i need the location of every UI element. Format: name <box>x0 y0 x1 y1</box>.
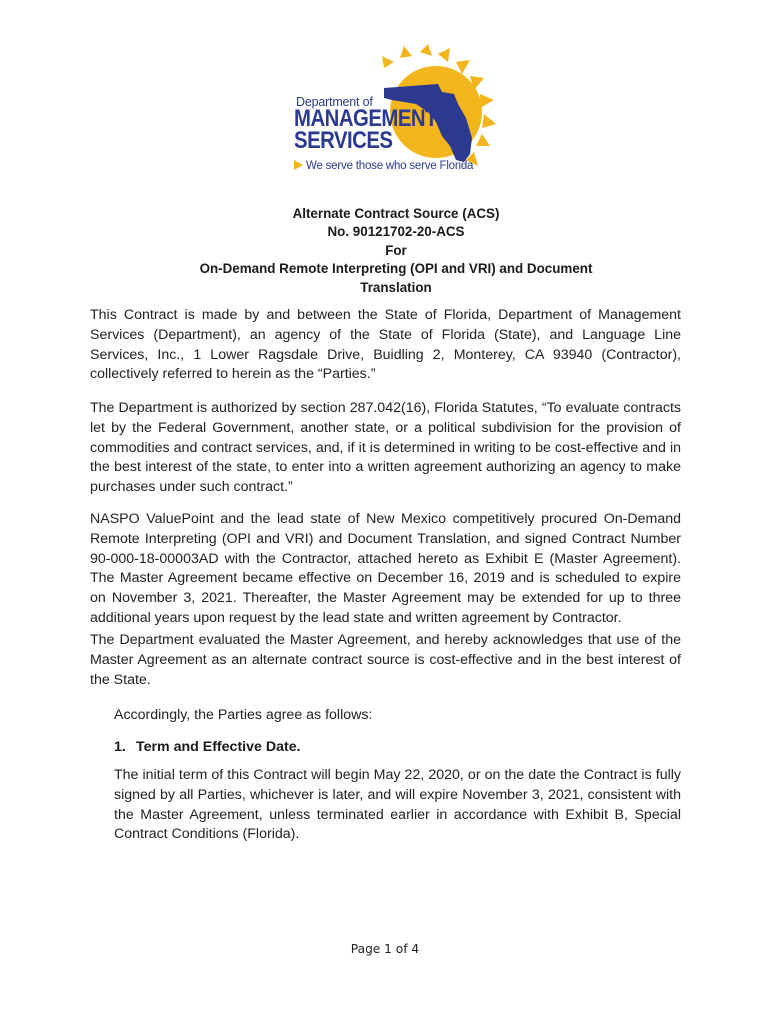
paragraph-authority: The Department is authorized by section 287.042(16), Florida Statutes, “To evaluate contracts let by the Federal Government, another state, or a political subdivision for the provision of commodities and contract services, and, if it is determined in writing to be cost-effective and in the best interest of the state, to enter into a written agreement authorizing an agency to make purchases under such contract.” <box>90 400 681 496</box>
section-heading-text: Term and Effective Date. <box>136 739 301 755</box>
title-line-1: Alternate Contract Source (ACS) <box>292 206 500 221</box>
section-number: 1. <box>114 739 126 755</box>
logo-tagline-text: We serve those who serve Florida <box>306 160 474 172</box>
title-line-2: No. 90121702-20-ACS <box>327 224 465 240</box>
dms-logo <box>280 42 520 182</box>
paragraph-parties: This Contract is made by and between the State of Florida, Department of Management Services (Department), an agency of the State of Florida (State), and Language Line Services, Inc., 1 Lower Ragsdale Drive, Buidling 2, Monterey, CA 93940 (Contractor), collectively referred to herein as the “Parties.” <box>90 307 681 383</box>
document-title <box>90 205 702 297</box>
logo-services-text: SERVICES <box>294 127 393 154</box>
logo-management-text: MANAGEMENT <box>294 105 438 132</box>
paragraph-term: The initial term of this Contract will begin May 22, 2020, or on the date the Contract is fully signed by all Parties, whichever is later, and will expire November 3, 2021, consistent with the Master Agreement, unless terminated earlier in accordance with Exhibit B, Special Contract Conditions (Florida). <box>114 767 681 843</box>
title-line-3: For <box>385 242 407 258</box>
page-number: Page 1 of 4 <box>350 942 420 956</box>
section-heading-term <box>114 738 301 758</box>
paragraph-agreement: Accordingly, the Parties agree as follows: <box>114 707 373 723</box>
paragraph-evaluation: The Department evaluated the Master Agreement, and hereby acknowledges that use of the Master Agreement as an alternate contract source is cost-effective and in the best interest of the State. <box>90 632 681 688</box>
title-line-4: On-Demand Remote Interpreting (OPI and VRI) and Document <box>199 261 593 277</box>
paragraph-naspo: NASPO ValuePoint and the lead state of New Mexico competitively procured On-Demand Remote Interpreting (OPI and VRI) and Document Translation, and signed Contract Number 90-000-18-00003AD with the Contractor, attached hereto as Exhibit E (Master Agreement). The Master Agreement became effective on December 16, 2019 and is scheduled to expire on November 3, 2021. Thereafter, the Master Agreement may be extended for up to three additional years upon request by the lead state and written agreement by Contractor. <box>90 511 681 626</box>
title-line-5: Translation <box>360 279 432 295</box>
logo-department-text: Department of <box>296 95 373 109</box>
logo-tagline <box>294 160 473 172</box>
play-arrow-icon <box>294 160 303 170</box>
logo-management-services <box>294 105 438 154</box>
